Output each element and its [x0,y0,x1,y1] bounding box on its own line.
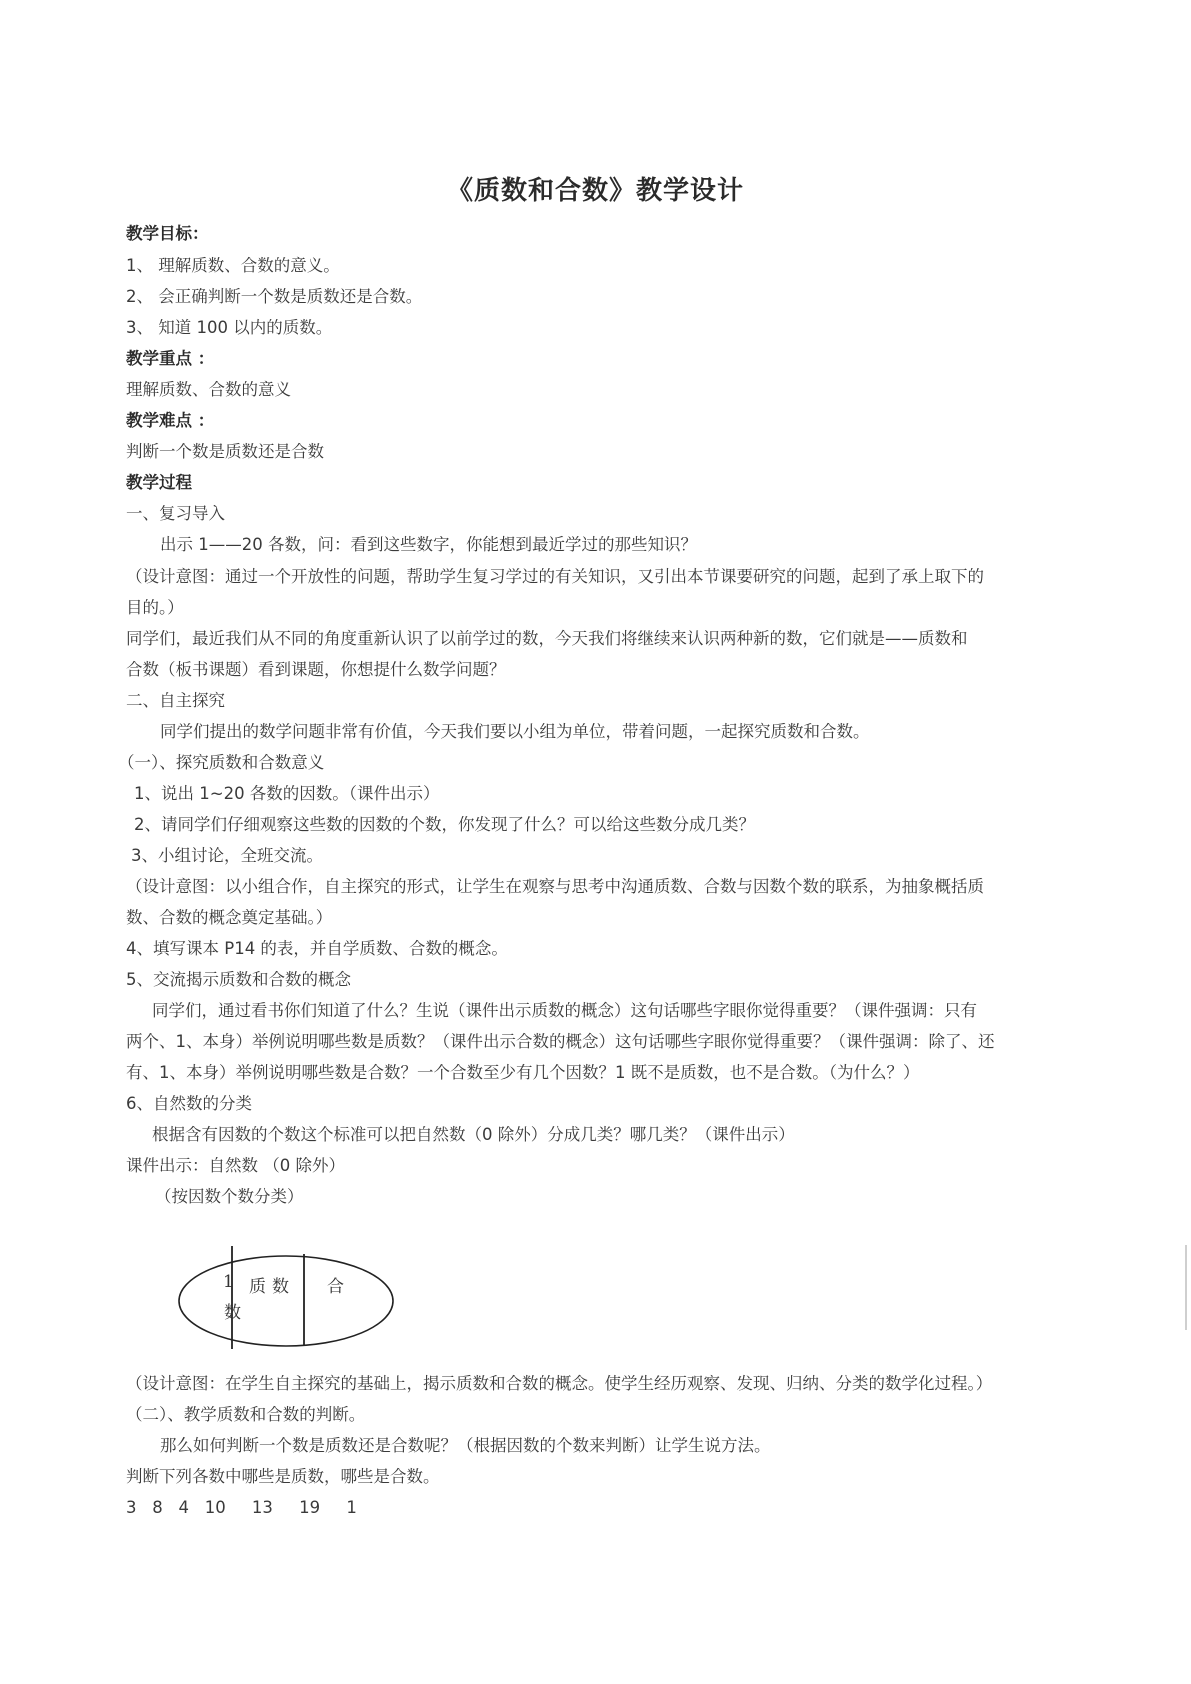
paragraph-line: （设计意图：通过一个开放性的问题，帮助学生复习学过的有关知识，又引出本节课要研究的问题，起到了承上取下的 [126,567,984,586]
number-list: 3 8 4 10 13 19 1 [126,1498,357,1517]
paragraph-line: （设计意图：以小组合作，自主探究的形式，让学生在观察与思考中沟通质数、合数与因数个数的联系，为抽象概括质 [126,877,984,896]
objectives-heading: 教学目标： [126,224,209,243]
paragraph-line: 出示 1——20 各数，问：看到这些数字，你能想到最近学过的那些知识？ [160,535,697,554]
objective-item: 3、 知道 100 以内的质数。 [126,318,333,337]
diagram-label-prime: 质数 [249,1277,295,1297]
page-edge-mark [1185,1245,1187,1330]
step-item: 1、说出 1~20 各数的因数。（课件出示） [134,784,440,803]
key-point-heading: 教学重点 ： [126,349,215,368]
subsection-heading: （二）、教学质数和合数的判断。 [126,1405,366,1424]
process-heading: 教学过程 [126,473,192,492]
paragraph-line: 目的。） [126,598,184,617]
section-heading: 一、复习导入 [126,504,225,523]
paragraph-line: （按因数个数分类） [155,1187,304,1206]
paragraph-line: 根据含有因数的个数这个标准可以把自然数（0 除外）分成几类？哪几类？（课件出示） [152,1125,795,1144]
objective-item: 1、 理解质数、合数的意义。 [126,256,340,275]
step-item: 2、请同学们仔细观察这些数的因数的个数，你发现了什么？可以给这些数分成几类？ [134,815,755,834]
subsection-heading: （一）、探究质数和合数意义 [118,753,325,772]
document-title: 《质数和合数》教学设计 [446,176,744,206]
diagram-ellipse [179,1256,393,1346]
paragraph-line: 同学们，最近我们从不同的角度重新认识了以前学过的数，今天我们将继续来认识两种新的数，它们就是——质数和 [126,629,968,648]
paragraph-line: （设计意图：在学生自主探究的基础上，揭示质数和合数的概念。使学生经历观察、发现、归纳、分类的数学化过程。） [126,1374,993,1393]
objective-item: 2、 会正确判断一个数是质数还是合数。 [126,287,423,306]
step-item: 3、小组讨论，全班交流。 [131,846,323,865]
difficulty-heading: 教学难点 ： [126,411,215,430]
paragraph-line: 那么如何判断一个数是质数还是合数呢？（根据因数的个数来判断）让学生说方法。 [160,1436,771,1455]
key-point-text: 理解质数、合数的意义 [126,380,291,399]
paragraph-line: 数、合数的概念奠定基础。） [126,908,333,927]
diagram-label-one: 1 [223,1272,234,1292]
difficulty-text: 判断一个数是质数还是合数 [126,442,324,461]
step-item: 4、填写课本 P14 的表，并自学质数、合数的概念。 [126,939,508,958]
paragraph-line: 同学们提出的数学问题非常有价值，今天我们要以小组为单位，带着问题，一起探究质数和合数。 [160,722,870,741]
paragraph-line: 合数（板书课题）看到课题，你想提什么数学问题？ [126,660,506,679]
diagram-svg [176,1246,396,1350]
paragraph-line: 两个、1、本身）举例说明哪些数是质数？（课件出示合数的概念）这句话哪些字眼你觉得重要？（课件强调：除了、还 [126,1032,995,1051]
step-item: 6、自然数的分类 [126,1094,252,1113]
paragraph-line: 判断下列各数中哪些是质数，哪些是合数。 [126,1467,440,1486]
natural-number-classification-diagram [176,1246,396,1350]
paragraph-line: 同学们，通过看书你们知道了什么？生说（课件出示质数的概念）这句话哪些字眼你觉得重要？（课件强调：只有 [152,1001,977,1020]
section-heading: 二、自主探究 [126,691,225,710]
diagram-label-composite-suffix: 数 [224,1303,241,1323]
paragraph-line: 课件出示：自然数 （0 除外） [126,1156,345,1175]
diagram-label-composite: 合 [327,1277,344,1297]
step-item: 5、交流揭示质数和合数的概念 [126,970,351,989]
paragraph-line: 有、1、本身）举例说明哪些数是合数？一个合数至少有几个因数？1 既不是质数，也不是合数。（为什么？） [126,1063,920,1082]
